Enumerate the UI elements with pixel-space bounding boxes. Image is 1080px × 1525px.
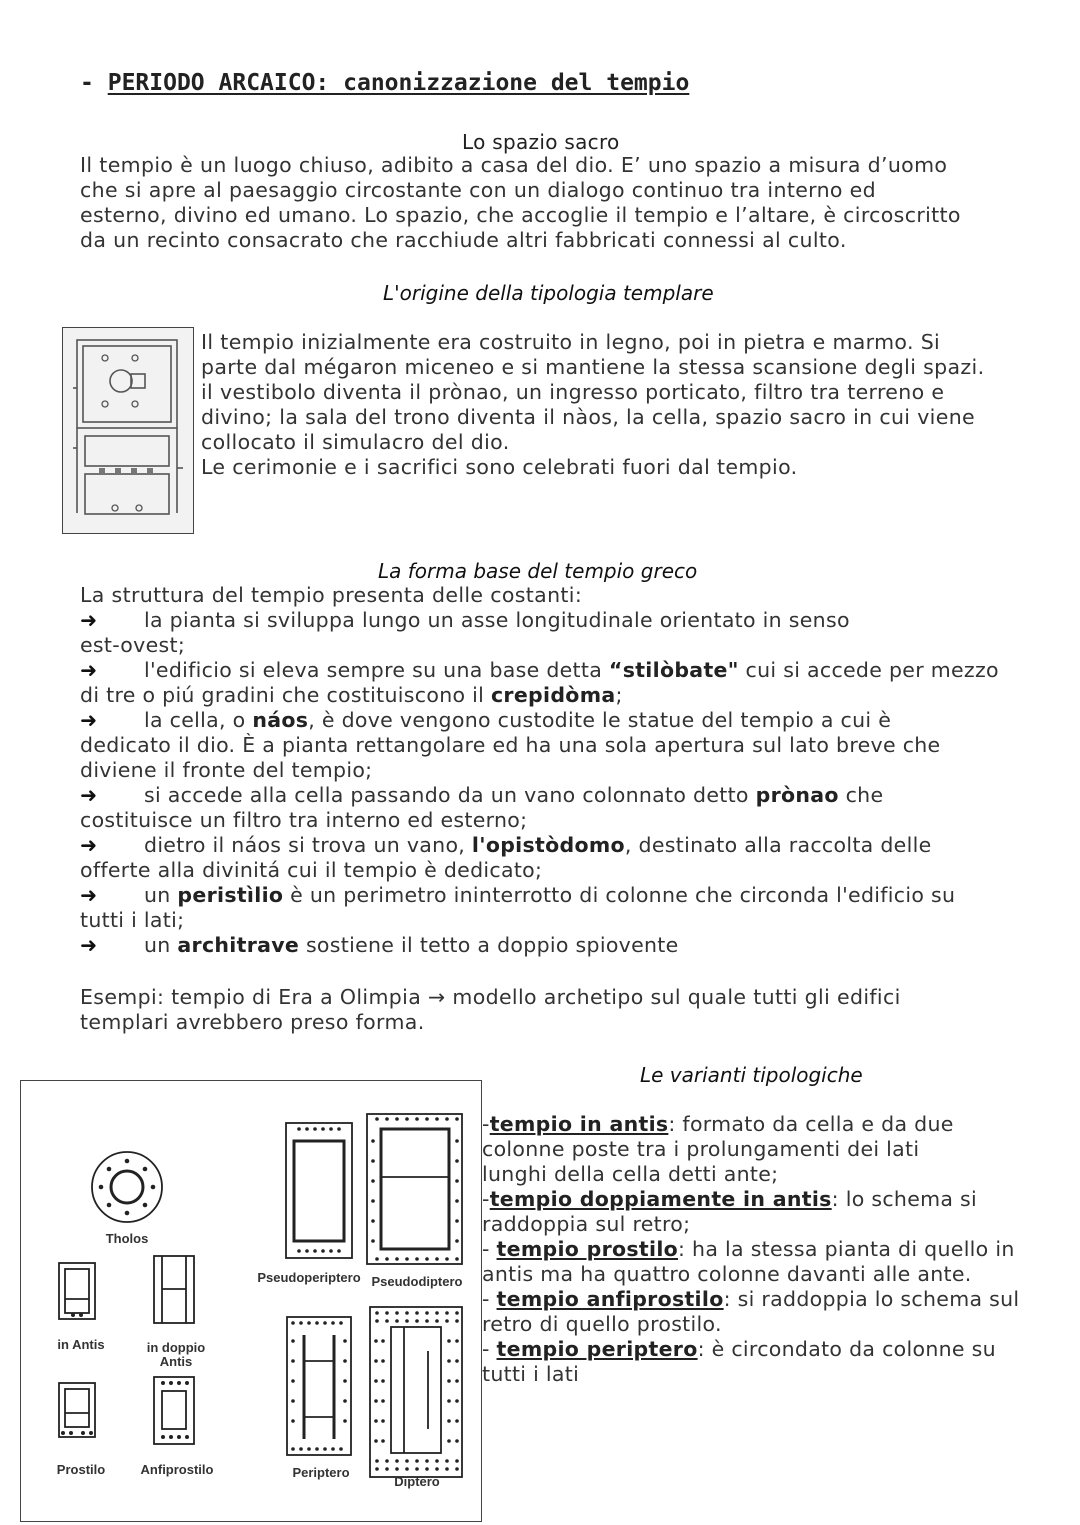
label-periptero: Periptero <box>292 1465 350 1480</box>
bullet-text: dietro il náos si trova un vano, <box>144 833 472 857</box>
text-line: parte dal mégaron miceneo e si mantiene la stessa scansione degli spazi. <box>201 355 985 379</box>
variant-text: : ha la stessa pianta di quello in <box>678 1237 1015 1261</box>
list-item <box>482 1187 1062 1212</box>
label-in-antis: in Antis <box>57 1337 105 1352</box>
dash: - <box>482 1187 490 1211</box>
label-tholos: Tholos <box>105 1231 149 1246</box>
label-diptero: Diptero <box>394 1474 440 1489</box>
variant-term: tempio doppiamente in antis <box>489 1187 832 1211</box>
list-item-cont: colonne poste tra i prolungamenti dei lati <box>482 1137 920 1161</box>
term-crepidoma: crepidòma <box>490 683 616 707</box>
list-item-cont: tutti i lati; <box>80 908 185 932</box>
text-line: Le cerimonie e i sacrifici sono celebrati fuori dal tempio. <box>201 455 798 479</box>
variant-term: tempio anfiprostilo <box>496 1287 724 1311</box>
dash: - <box>482 1237 490 1261</box>
list-item-cont: est-ovest; <box>80 633 186 657</box>
bullet-text: , destinato alla raccolta delle <box>624 833 932 857</box>
text-line: da un recinto consacrato che racchiude altri fabbricati connessi al culto. <box>80 228 847 252</box>
text-line: divino; la sala del trono diventa il nàos, la cella, spazio sacro in cui viene <box>201 405 975 429</box>
bullet-text: si accede alla cella passando da un vano colonnato detto <box>144 783 756 807</box>
temple-types-diagram <box>20 1080 482 1522</box>
bullet-text: , è dove vengono custodite le statue del tempio a cui è <box>308 708 892 732</box>
section-title-varianti: Le varianti tipologiche <box>640 1063 863 1087</box>
text-line: templari avrebbero preso forma. <box>80 1010 425 1034</box>
list-item-cont <box>80 683 1020 708</box>
list-item-cont: diviene il fronte del tempio; <box>80 758 373 782</box>
bullet-text: di tre o piú gradini che costituiscono il <box>80 683 491 707</box>
arrow-icon: ➜ <box>80 933 98 957</box>
list-item <box>482 1237 1062 1262</box>
term-opistodomo: l'opistòdomo <box>471 833 625 857</box>
list-item <box>80 933 1020 958</box>
list-item <box>80 783 1020 808</box>
bullet-text: la pianta si sviluppa lungo un asse longitudinale orientato in senso <box>144 608 850 632</box>
list-item-cont: lunghi della cella detti ante; <box>482 1162 779 1186</box>
list-item <box>80 708 1020 733</box>
term-stilobate: “stilòbate" <box>608 658 739 682</box>
list-item-cont: retro di quello prostilo. <box>482 1312 722 1336</box>
bullet-text: la cella, o <box>144 708 253 732</box>
variant-term: tempio in antis <box>489 1112 669 1136</box>
arrow-icon: ➜ <box>80 833 98 857</box>
paragraph-spazio-sacro <box>80 153 1040 253</box>
list-item-cont: offerte alla divinitá cui il tempio è dedicato; <box>80 858 543 882</box>
text-line: Il tempio è un luogo chiuso, adibito a casa del dio. E’ uno spazio a misura d’uomo <box>80 153 948 177</box>
bullet-text: ; <box>615 683 623 707</box>
label-pseudodiptero: Pseudodiptero <box>371 1274 463 1289</box>
forma-base-bullet-list <box>80 608 1020 958</box>
list-item <box>80 883 1020 908</box>
text-line: esterno, divino ed umano. Lo spazio, che accoglie il tempio e l’altare, è circoscritto <box>80 203 961 227</box>
list-item <box>80 608 1020 633</box>
label-anfiprostilo: Anfiprostilo <box>140 1462 214 1477</box>
term-peristilio: peristìlio <box>177 883 284 907</box>
section-title-forma-base: La forma base del tempio greco <box>378 559 698 583</box>
text-line: collocato il simulacro del dio. <box>201 430 510 454</box>
label-line: in doppio <box>146 1340 206 1355</box>
list-item <box>482 1287 1062 1312</box>
page-heading <box>80 70 689 96</box>
label-pseudoperiptero: Pseudoperiptero <box>257 1270 361 1285</box>
variants-list <box>482 1112 1062 1387</box>
list-item <box>482 1337 1062 1362</box>
heading-title: PERIODO ARCAICO: canonizzazione del tempio <box>107 70 690 96</box>
bullet-text: l'edificio si eleva sempre su una base detta <box>144 658 609 682</box>
arrow-icon: ➜ <box>80 708 98 732</box>
list-item-cont: tutti i lati <box>482 1362 580 1386</box>
dash: - <box>482 1337 490 1361</box>
bullet-text: un <box>144 883 178 907</box>
dash: - <box>482 1287 490 1311</box>
section-title-origine: L'origine della tipologia templare <box>383 281 714 305</box>
list-item <box>482 1112 1062 1137</box>
variant-text: : è circondato da colonne su <box>697 1337 996 1361</box>
list-item-cont: costituisce un filtro tra interno ed esterno; <box>80 808 528 832</box>
list-item-cont: dedicato il dio. È a pianta rettangolare ed ha una sola apertura sul lato breve che <box>80 733 941 757</box>
megaron-plan-image <box>62 327 194 534</box>
text-line: il vestibolo diventa il prònao, un ingresso porticato, filtro tra terreno e <box>201 380 945 404</box>
bullet-text: è un perimetro ininterrotto di colonne che circonda l'edificio su <box>283 883 956 907</box>
term-architrave: architrave <box>177 933 300 957</box>
list-item-cont: raddoppia sul retro; <box>482 1212 691 1236</box>
variant-text: : formato da cella e da due <box>668 1112 954 1136</box>
bullet-text: sostiene il tetto a doppio spiovente <box>299 933 679 957</box>
text-line: che si apre al paesaggio circostante con un dialogo continuo tra interno ed <box>80 178 877 202</box>
label-line: Antis <box>159 1354 193 1369</box>
variant-term: tempio prostilo <box>496 1237 679 1261</box>
bullet-text: che <box>838 783 884 807</box>
list-item-cont: antis ma ha quattro colonne davanti alle ante. <box>482 1262 972 1286</box>
temple-types-drawing <box>21 1081 481 1521</box>
list-item <box>80 833 1020 858</box>
arrow-icon: ➜ <box>80 783 98 807</box>
bullet-text: cui si accede per mezzo <box>738 658 999 682</box>
list-item <box>80 658 1020 683</box>
heading-dash: - <box>80 70 94 96</box>
text-line: Esempi: tempio di Era a Olimpia → modello archetipo sul quale tutti gli edifici <box>80 985 901 1009</box>
bullet-text: un <box>144 933 178 957</box>
variant-term: tempio periptero <box>496 1337 698 1361</box>
term-pronao: prònao <box>755 783 839 807</box>
label-prostilo: Prostilo <box>56 1462 106 1477</box>
text-line: Il tempio inizialmente era costruito in legno, poi in pietra e marmo. Si <box>201 330 941 354</box>
term-naos: náos <box>252 708 309 732</box>
variant-text: : si raddoppia lo schema sul <box>723 1287 1020 1311</box>
section-title-spazio-sacro: Lo spazio sacro <box>462 130 620 154</box>
arrow-icon: ➜ <box>80 608 98 632</box>
label-in-doppio-antis <box>136 1341 216 1369</box>
paragraph-origine <box>201 330 1061 480</box>
megaron-plan-drawing <box>63 328 193 533</box>
forma-base-intro: La struttura del tempio presenta delle costanti: <box>80 583 583 607</box>
dash: - <box>482 1112 490 1136</box>
arrow-icon: ➜ <box>80 658 98 682</box>
arrow-icon: ➜ <box>80 883 98 907</box>
examples-paragraph <box>80 985 1040 1035</box>
variant-text: : lo schema si <box>831 1187 978 1211</box>
